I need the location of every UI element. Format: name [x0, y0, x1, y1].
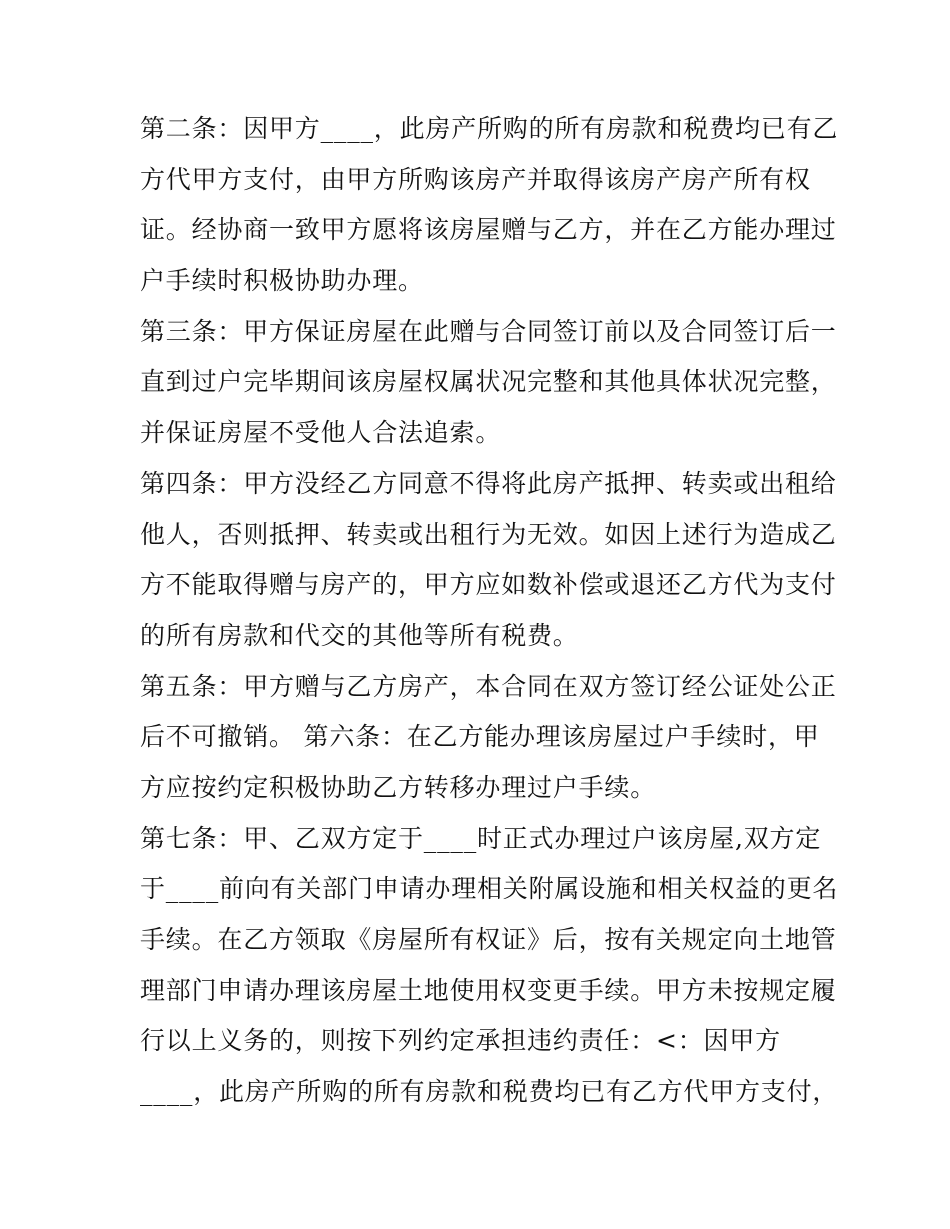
text-line: 行以上义务的，则按下列约定承担违约责任：<：因甲方	[140, 1026, 781, 1056]
text-line: 于____前向有关部门申请办理相关附属设施和相关权益的更名	[140, 874, 839, 904]
text-line: 他人，否则抵押、转卖或出租行为无效。如因上述行为造成乙	[140, 519, 837, 549]
text-line: 户手续时积极协助办理。	[140, 266, 424, 296]
text-line: 第三条：甲方保证房屋在此赠与合同签订前以及合同签订后一	[140, 316, 837, 346]
text-line: ____，此房产所购的所有房款和税费均已有乙方代甲方支付，	[140, 1077, 839, 1107]
text-line: 第二条：因甲方____，此房产所购的所有房款和税费均已有乙	[140, 114, 839, 143]
text-line: 方不能取得赠与房产的，甲方应如数补偿或退还乙方代为支付	[140, 570, 837, 600]
text-line: 理部门申请办理该房屋土地使用权变更手续。甲方未按规定履	[140, 975, 837, 1005]
text-line: 直到过户完毕期间该房屋权属状况完整和其他具体状况完整，	[140, 367, 837, 397]
text-line: 证。经协商一致甲方愿将该房屋赠与乙方，并在乙方能办理过	[140, 215, 837, 245]
text-line: 第五条：甲方赠与乙方房产，本合同在双方签订经公证处公正	[140, 671, 837, 701]
text-line: 后不可撤销。 第六条：在乙方能办理该房屋过户手续时，甲	[140, 722, 820, 752]
text-line: 手续。在乙方领取《房屋所有权证》后，按有关规定向土地管	[140, 925, 837, 954]
text-line: 第四条：甲方没经乙方同意不得将此房产抵押、转卖或出租给	[140, 468, 837, 498]
text-line: 的所有房款和代交的其他等所有税费。	[140, 620, 579, 650]
text-line: 第七条：甲、乙双方定于____时正式办理过户该房屋,双方定	[140, 823, 822, 853]
text-line: 并保证房屋不受他人合法追索。	[140, 418, 502, 448]
contract-text	[140, 104, 839, 1118]
text-line: 方应按约定积极协助乙方转移办理过户手续。	[140, 772, 657, 802]
text-line: 方代甲方支付，由甲方所购该房产并取得该房产房产所有权	[140, 164, 811, 194]
